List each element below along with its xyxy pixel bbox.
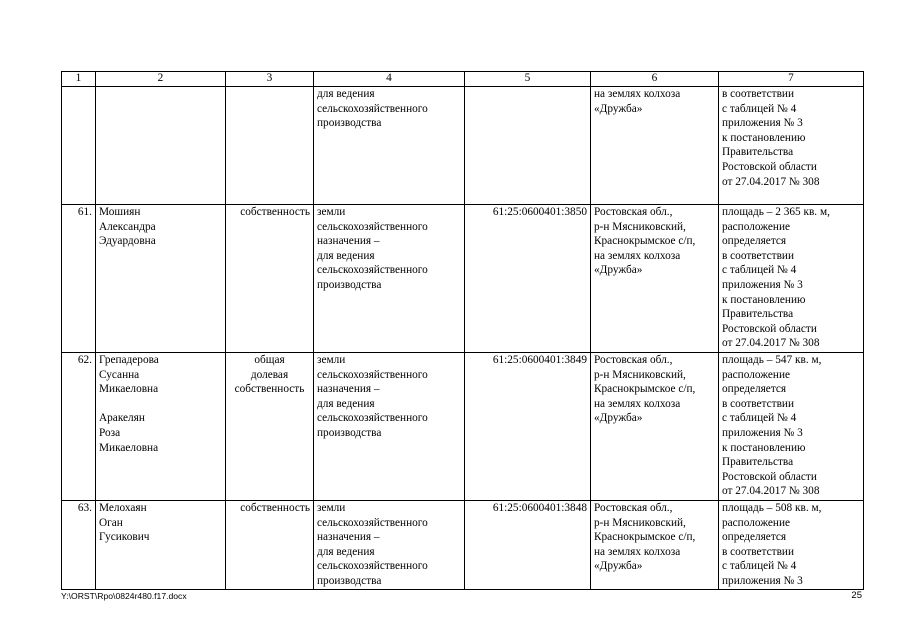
cadastral-number-cell: 61:25:0600401:3848 [465,501,591,590]
location-cell: Ростовская обл., р-н Мясниковский, Краснокрымское с/п, на землях колхоза «Дружба» [591,501,719,590]
owner-cell [96,87,226,205]
column-header-7: 7 [719,72,864,87]
right-type-cell [226,87,314,205]
footer-file-path: Y:\ORST\Rpo\0824r480.f17.docx [61,591,187,601]
location-cell: на землях колхоза «Дружба» [591,87,719,205]
owner-cell: Грепадерова Сусанна Микаеловна Аракелян Роза Микаеловна [96,353,226,501]
right-type-cell: общая долевая собственность [226,353,314,501]
header-row [62,72,864,87]
column-header-1: 1 [62,72,96,87]
table-row [62,205,864,353]
area-cell: площадь – 547 кв. м, расположение определяется в соответствии с таблицей № 4 приложения № 3 к постановлению Правительства Ростовской области от 27.04.2017 № 308 [719,353,864,501]
cadastral-number-cell [465,87,591,205]
row-number [62,87,96,205]
cadastral-number-cell: 61:25:0600401:3849 [465,353,591,501]
land-category-cell: для ведения сельскохозяйственного производства [314,87,465,205]
owner-cell: Мошиян Александра Эдуардовна [96,205,226,353]
location-cell: Ростовская обл., р-н Мясниковский, Краснокрымское с/п, на землях колхоза «Дружба» [591,205,719,353]
area-cell: площадь – 508 кв. м, расположение определяется в соответствии с таблицей № 4 приложения № 3 [719,501,864,590]
column-header-6: 6 [591,72,719,87]
column-header-4: 4 [314,72,465,87]
location-cell: Ростовская обл., р-н Мясниковский, Краснокрымское с/п, на землях колхоза «Дружба» [591,353,719,501]
right-type-cell: собственность [226,501,314,590]
row-number: 63. [62,501,96,590]
land-category-cell: земли сельскохозяйственного назначения – для ведения сельскохозяйственного производства [314,205,465,353]
area-cell: площадь – 2 365 кв. м, расположение определяется в соответствии с таблицей № 4 приложения № 3 к постановлению Правительства Ростовской области от 27.04.2017 № 308 [719,205,864,353]
area-cell: в соответствии с таблицей № 4 приложения № 3 к постановлению Правительства Ростовской области от 27.04.2017 № 308 [719,87,864,205]
table-row [62,353,864,501]
row-number: 62. [62,353,96,501]
cadastral-number-cell: 61:25:0600401:3850 [465,205,591,353]
right-type-cell: собственность [226,205,314,353]
row-number: 61. [62,205,96,353]
page-number: 25 [851,590,862,601]
land-plots-table [61,71,864,590]
land-category-cell: земли сельскохозяйственного назначения – для ведения сельскохозяйственного производства [314,353,465,501]
column-header-3: 3 [226,72,314,87]
table-row [62,501,864,590]
owner-cell: Мелохаян Оган Гусикович [96,501,226,590]
column-header-2: 2 [96,72,226,87]
column-header-5: 5 [465,72,591,87]
land-category-cell: земли сельскохозяйственного назначения – для ведения сельскохозяйственного производства [314,501,465,590]
table-row-continuation [62,87,864,205]
